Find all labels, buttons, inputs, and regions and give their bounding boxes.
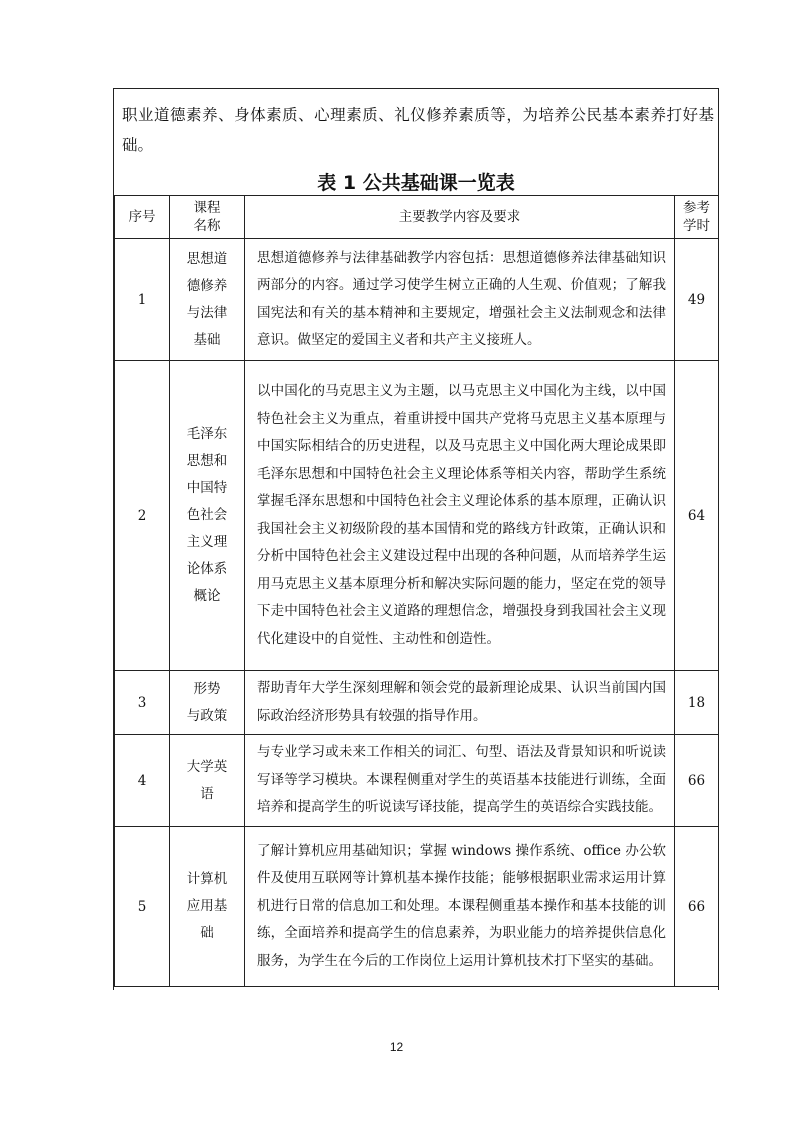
row-no: 5 (115, 827, 170, 987)
row-no: 4 (115, 735, 170, 827)
row-course: 大学英语 (170, 735, 245, 827)
row-no: 3 (115, 671, 170, 735)
public-courses-table (114, 195, 719, 987)
row-content: 以中国化的马克思主义为主题，以马克思主义中国化为主线，以中国特色社会主义为重点，着重讲授中国共产党将马克思主义基本原理与中国实际相结合的历史进程，以及马克思主义中国化两大理论成果即毛泽东思想和中国特色社会主义理论体系等相关内容，帮助学生系统掌握毛泽东思想和中国特色社会主义理论体系的基本原理，正确认识我国社会主义初级阶段的基本国情和党的路线方针政策，正确认识和分析中国特色社会主义建设过程中出现的各种问题，从而培养学生运用马克思主义基本原理分析和解决实际问题的能力，坚定在党的领导下走中国特色社会主义道路的理想信念，增强投身到我国社会主义现代化建设中的自觉性、主动性和创造性。 (245, 361, 675, 671)
intro-paragraph: 职业道德素养、身体素质、心理素质、礼仪修养素质等，为培养公民基本素养打好基础。 (122, 106, 714, 154)
table-caption: 表 1 公共基础课一览表 (317, 172, 515, 194)
row-course: 计算机 应用基础 (170, 827, 245, 987)
row-course: 毛泽东思想和中国特色社会主义理论体系概论 (170, 361, 245, 671)
row-content: 思想道德修养与法律基础教学内容包括：思想道德修养法律基础知识两部分的内容。通过学习使学生树立正确的人生观、价值观；了解我国宪法和有关的基本精神和主要规定，增强社会主义法制观念和法律意识。做坚定的爱国主义者和共产主义接班人。 (245, 239, 675, 361)
table-header-row (115, 196, 719, 239)
row-hours: 18 (675, 671, 719, 735)
row-no: 1 (115, 239, 170, 361)
table-row (115, 361, 719, 671)
header-course: 课程 名称 (170, 196, 245, 239)
header-no: 序号 (115, 196, 170, 239)
table-row (115, 735, 719, 827)
table-row (115, 671, 719, 735)
row-course: 思想道德修养与法律基础 (170, 239, 245, 361)
row-hours: 66 (675, 735, 719, 827)
row-hours: 49 (675, 239, 719, 361)
table-row (115, 239, 719, 361)
row-course: 形势 与政策 (170, 671, 245, 735)
row-hours: 64 (675, 361, 719, 671)
row-content: 与专业学习或未来工作相关的词汇、句型、语法及背景知识和听说读写译等学习模块。本课程侧重对学生的英语基本技能进行训练，全面培养和提高学生的听说读写译技能，提高学生的英语综合实践技能。 (245, 735, 675, 827)
row-hours: 66 (675, 827, 719, 987)
table-row (115, 827, 719, 987)
row-content: 帮助青年大学生深刻理解和领会党的最新理论成果、认识当前国内国际政治经济形势具有较强的指导作用。 (245, 671, 675, 735)
row-content: 了解计算机应用基础知识；掌握 windows 操作系统、office 办公软件及使用互联网等计算机基本操作技能；能够根据职业需求运用计算机进行日常的信息加工和处理。本课程侧重基本操作和基本技能的训练，全面培养和提高学生的信息素养，为职业能力的培养提供信息化服务，为学生在今后的工作岗位上运用计算机技术打下坚实的基础。 (245, 827, 675, 987)
page-number: 12 (389, 1040, 404, 1054)
row-no: 2 (115, 361, 170, 671)
header-content: 主要教学内容及要求 (245, 196, 675, 239)
header-hours: 参考 学时 (675, 196, 719, 239)
